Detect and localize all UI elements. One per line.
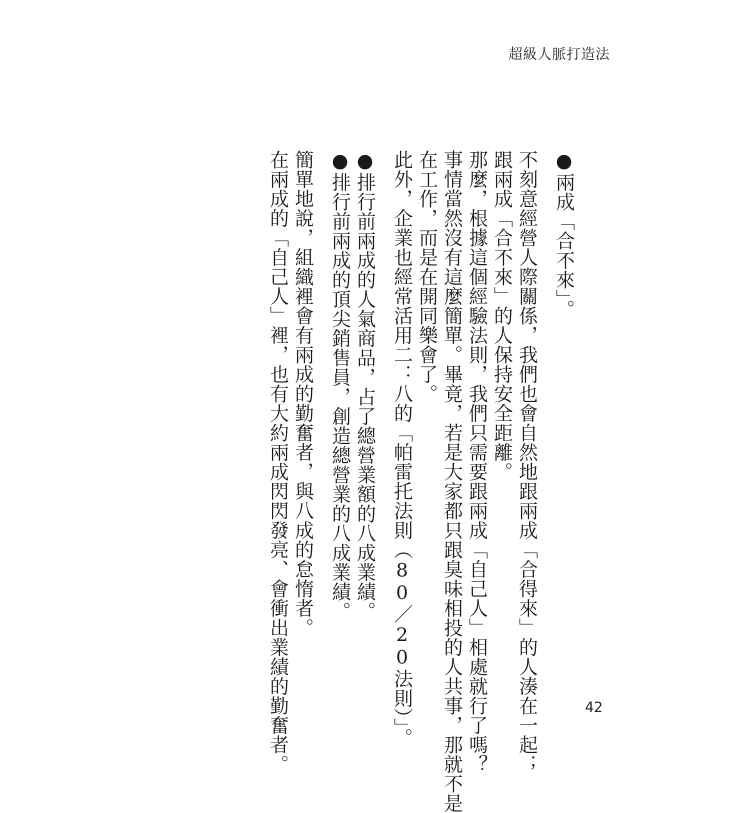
bullet-line: ●排行前兩成的頂尖銷售員，創造總營業的八成業績。 bbox=[329, 150, 351, 621]
bullet-line: ●排行前兩成的人氣商品，占了總營業額的八成業績。 bbox=[354, 150, 376, 621]
paragraph-line: 那麼，根據這個經驗法則，我們只需要跟兩成「自己人」相處就行了嗎？ bbox=[466, 150, 488, 774]
paragraph-line: 事情當然沒有這麼簡單。畢竟，若是大家都只跟臭味相投的人共事，那就不是 bbox=[441, 150, 463, 813]
paragraph-line: 在工作，而是在開同樂會了。 bbox=[416, 150, 438, 404]
paragraph-gap bbox=[539, 150, 551, 670]
paragraph-line: 在兩成的「自己人」裡，也有大約兩成閃閃發亮、會衝出業績的勤奮者。 bbox=[267, 150, 289, 774]
page-number: 42 bbox=[585, 700, 603, 716]
paragraph-line: 不刻意經營人際關係，我們也會自然地跟兩成「合得來」的人湊在一起； bbox=[516, 150, 538, 774]
paragraph-line: 跟兩成「合不來」的人保持安全距離。 bbox=[491, 150, 513, 482]
bullet-line: ●兩成「合不來」。 bbox=[553, 150, 575, 319]
paragraph-gap bbox=[377, 150, 389, 670]
running-header-title: 超級人脈打造法 bbox=[508, 47, 610, 63]
paragraph-gap bbox=[315, 150, 327, 670]
paragraph-line: 此外，企業也經常活用二：八的「帕雷托法則（80／20法則）」。 bbox=[391, 150, 413, 748]
body-text bbox=[265, 150, 576, 813]
paragraph-line: 簡單地說，組織裡會有兩成的勤奮者，與八成的怠惰者。 bbox=[292, 150, 314, 638]
